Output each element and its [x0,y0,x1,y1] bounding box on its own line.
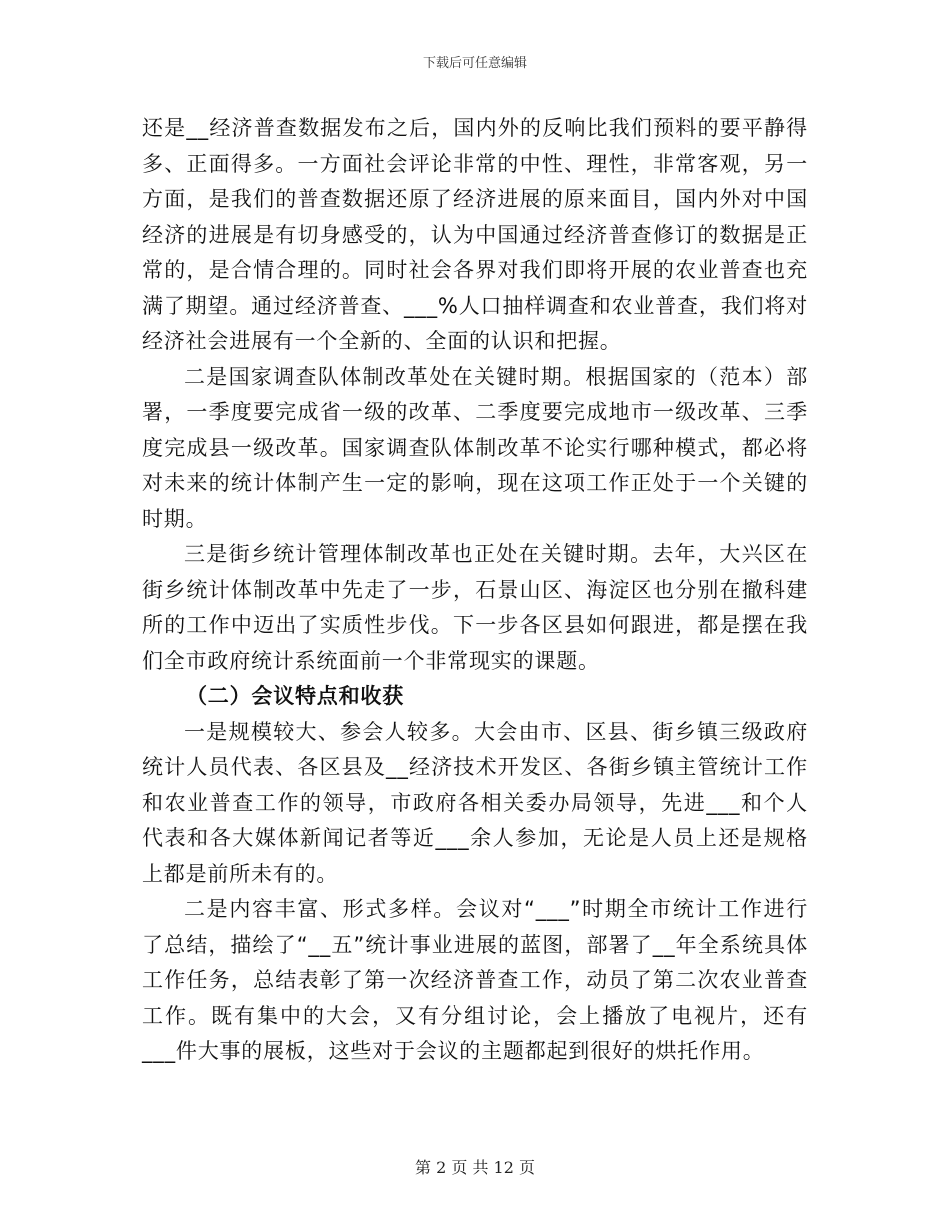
document-body [142,111,808,1070]
section-heading: （二）会议特点和收获 [186,684,404,708]
paragraph-survey-team-reform: 二是国家调查队体制改革处在关键时期。根据国家的（范本）部署，一季度要完成省一级的改革、二季度要完成地市一级改革、三季度完成县一级改革。国家调查队体制改革不论实行哪种模式，都必将对未来的统计体制产生一定的影响，现在这项工作正处于一个关键的时期。 [142,364,808,531]
page-footer: 第 2 页 共 12 页 [415,1158,535,1177]
paragraph-scale: 一是规模较大、参会人较多。大会由市、区县、街乡镇三级政府统计人员代表、各区县及__经济技术开发区、各街乡镇主管统计工作和农业普查工作的领导，市政府各相关委办局领导，先进___和个人代表和各大媒体新闻记者等近___余人参加，无论是人员上还是规格上都是前所未有的。 [142,719,808,886]
paragraph-street-township-reform: 三是街乡统计管理体制改革也正处在关键时期。去年，大兴区在街乡统计体制改革中先走了一步，石景山区、海淀区也分别在撤科建所的工作中迈出了实质性步伐。下一步各区县如何跟进，都是摆在我们全市政府统计系统面前一个非常现实的课题。 [142,542,808,673]
paragraph-content: 二是内容丰富、形式多样。会议对“___”时期全市统计工作进行了总结，描绘了“__五”统计事业进展的蓝图，部署了__年全系统具体工作任务，总结表彰了第一次经济普查工作，动员了第二次农业普查工作。既有集中的大会，又有分组讨论，会上播放了电视片，还有___件大事的展板，这些对于会议的主题都起到很好的烘托作用。 [142,897,808,1063]
paragraph-continuation: 还是__经济普查数据发布之后，国内外的反响比我们预料的要平静得多、正面得多。一方面社会评论非常的中性、理性，非常客观，另一方面，是我们的普查数据还原了经济进展的原来面目，国内外对中国经济的进展是有切身感受的，认为中国通过经济普查修订的数据是正常的，是合情合理的。同时社会各界对我们即将开展的农业普查也充满了期望。通过经济普查、___%人口抽样调查和农业普查，我们将对经济社会进展有一个全新的、全面的认识和把握。 [142,116,808,353]
page-header: 下载后可任意编辑 [422,56,527,71]
